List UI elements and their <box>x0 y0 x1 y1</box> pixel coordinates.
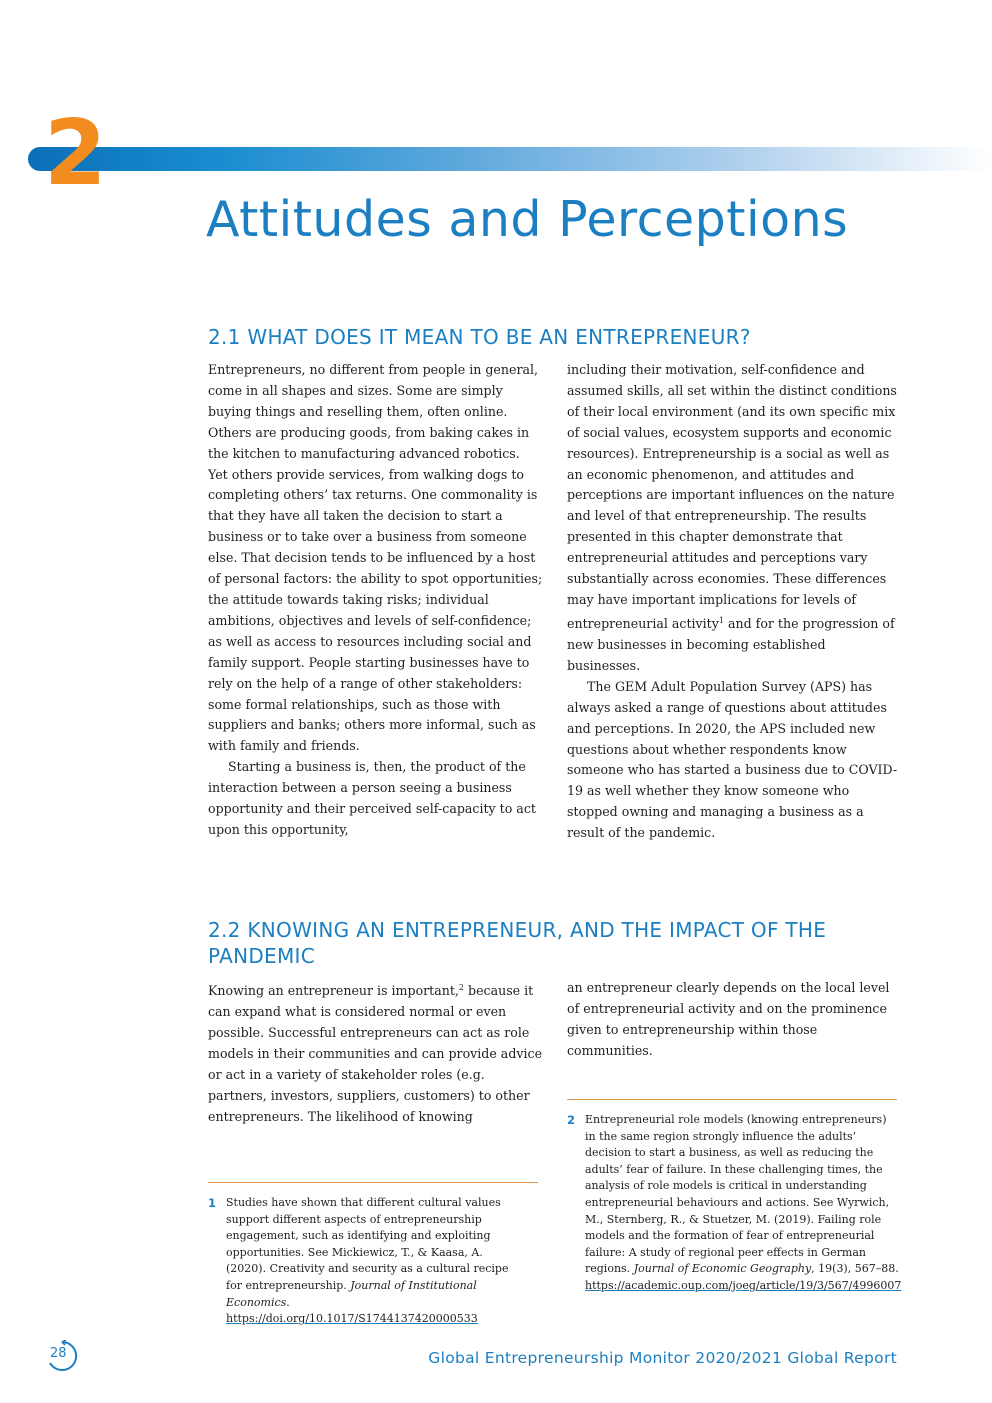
section-2-1-right-column <box>567 360 900 844</box>
footnote-divider <box>208 1182 538 1183</box>
section-2-2-right-column <box>567 978 900 1062</box>
footnote-number: 1 <box>208 1196 217 1210</box>
chapter-title: Attitudes and Perceptions <box>206 191 849 248</box>
chapter-header-band <box>28 147 992 171</box>
footnote-journal: Journal of Economic Geography <box>633 1262 812 1276</box>
paragraph-text: and for the progression of new businesses in becoming established businesses. <box>567 616 895 673</box>
paragraph: The GEM Adult Population Survey (APS) has always asked a range of questions about attitudes and perceptions. In 2020, the APS included new questions about whether respondents know someone who has started a business due to COVID-19 as well whether they know someone who stopped owning and managing a business as a result of the pandemic. <box>567 678 898 841</box>
footnote-body <box>567 1112 900 1295</box>
footnote-ref-1[interactable]: 1 <box>718 615 724 625</box>
paragraph <box>208 978 543 1128</box>
paragraph: an entrepreneur clearly depends on the local level of entrepreneurial activity and on the prominence given to entrepreneurship within those communities. <box>567 980 890 1058</box>
paragraph-text: including their motivation, self-confidence and assumed skills, all set within the distinct conditions of their local environment (and its own specific mix of social values, ecosystem supports and economic resources). Entrepreneurship is a social as well as an economic phenomenon, and attitudes and perceptions are important influences on the nature and level of that entrepreneurship. The results presented in this chapter demonstrate that entrepreneurial attitudes and perceptions vary substantially across economies. These differences may have important implications for levels of entrepreneurial activity <box>567 362 897 632</box>
footnote-ref-2[interactable]: 2 <box>458 983 465 992</box>
heading-line: PANDEMIC <box>208 944 315 968</box>
paragraph <box>567 360 900 677</box>
section-heading-2-1: 2.1 WHAT DOES IT MEAN TO BE AN ENTREPRENEUR? <box>208 325 751 349</box>
footnote-number: 2 <box>567 1113 576 1127</box>
footnote-link[interactable]: https://doi.org/10.1017/S1744137420000533 <box>226 1312 478 1326</box>
paragraph: Starting a business is, then, the product of the interaction between a person seeing a business opportunity and their perceived self-capacity to act upon this opportunity, <box>208 759 536 837</box>
footnote-link[interactable]: https://academic.oup.com/joeg/article/19/3/567/4996007 <box>585 1278 902 1292</box>
paragraph-text: because it can expand what is considered normal or even possible. Successful entrepreneurs can act as role models in their communities and can provide advice or act in a variety of stakeholder roles (e.g. partners, investors, suppliers, customers) to other entrepreneurs. The likelihood of knowing <box>208 983 543 1124</box>
page-number: 28 <box>50 1346 67 1361</box>
paragraph-text: Knowing an entrepreneur is important, <box>208 983 459 999</box>
footer-report-title: Global Entrepreneurship Monitor 2020/2021 Global Report <box>428 1349 897 1367</box>
footnote-body <box>208 1195 526 1328</box>
footnote-text: . <box>286 1295 290 1309</box>
footnote-divider <box>567 1099 897 1100</box>
footnote-journal: Journal of Institutional Economics <box>226 1278 477 1309</box>
footnote-2 <box>567 1112 900 1295</box>
section-2-1-left-column <box>208 360 543 841</box>
footnote-text: , 19(3), 567–88. <box>811 1262 899 1276</box>
section-heading-2-2 <box>208 917 826 969</box>
paragraph: Entrepreneurs, no different from people in general, come in all shapes and sizes. Some are simply buying things and reselling them, often online. Others are producing goods, from baking cakes in the kitchen to manufacturing advanced robotics. Yet others provide services, from walking dogs to completing others’ tax returns. One commonality is that they have all taken the decision to start a business or to take over a business from someone else. That decision tends to be influenced by a host of personal factors: the ability to spot opportunities; the attitude towards taking risks; individual ambitions, objectives and levels of self-confidence; as well as access to resources including social and family support. People starting businesses have to rely on the help of a range of other stakeholders: some formal relationships, such as those with suppliers and banks; others more informal, such as with family and friends. <box>208 362 543 754</box>
footnote-1 <box>208 1195 526 1328</box>
chapter-number: 2 <box>44 101 105 206</box>
footnote-text: Studies have shown that different cultural values support different aspects of entrepreneurship engagement, such as identifying and exploiting opportunities. See Mickiewicz, T., & Kaasa, A. (2020). Creativity and security as a cultural recipe for entrepreneurship. <box>226 1196 509 1292</box>
footnote-text: Entrepreneurial role models (knowing entrepreneurs) in the same region strongly influence the adults’ decision to start a business, as well as reducing the adults’ fear of failure. In these challenging times, the analysis of role models is critical in understanding entrepreneurial behaviours and actions. See Wyrwich, M., Sternberg, R., & Stuetzer, M. (2019). Failing role models and the formation of fear of entrepreneurial failure: A study of regional peer effects in German regions. <box>585 1113 890 1276</box>
heading-line: 2.2 KNOWING AN ENTREPRENEUR, AND THE IMPACT OF THE <box>208 918 827 942</box>
section-2-2-left-column <box>208 978 543 1128</box>
